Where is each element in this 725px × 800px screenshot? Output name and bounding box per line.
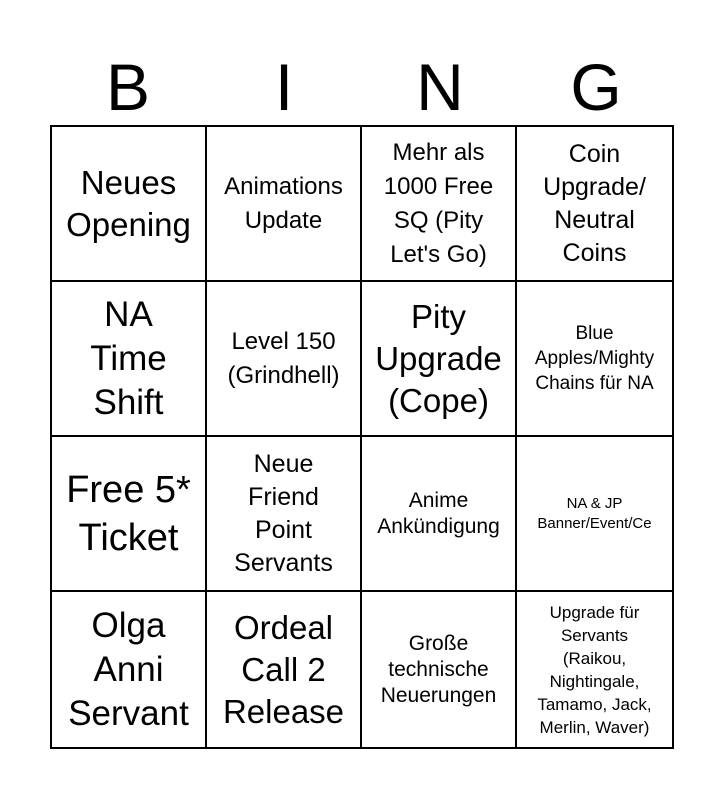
cell-text: Animations Update (224, 172, 343, 234)
cell-text: Große technische Neuerungen (380, 631, 497, 707)
header-letter-g: G (570, 50, 622, 124)
header-letter-i: I (274, 50, 294, 124)
bingo-cell[interactable] (207, 127, 362, 282)
bingo-cell[interactable] (517, 127, 672, 282)
bingo-cell[interactable] (362, 127, 517, 282)
cell-text: Anime Ankündigung (377, 488, 500, 538)
bingo-cell[interactable] (362, 437, 517, 592)
cell-text: Olga Anni Servant (68, 605, 189, 733)
bingo-cell[interactable] (207, 437, 362, 592)
cell-text: Ordeal Call 2 Release (222, 608, 345, 730)
bingo-cell[interactable] (52, 437, 207, 592)
cell-text: Upgrade für Servants (Raikou, Nightingale, Tamamo, Jack, Merlin, Waver) (537, 602, 652, 737)
bingo-cell[interactable] (52, 592, 207, 747)
bingo-cell[interactable] (362, 592, 517, 747)
bingo-cell[interactable] (517, 437, 672, 592)
bingo-grid (50, 125, 674, 749)
bingo-cell[interactable] (362, 282, 517, 437)
header-letter-b: B (105, 50, 151, 124)
cell-text: NA & JP Banner/Event/Ce (537, 494, 652, 532)
cell-text: Free 5* Ticket (66, 468, 191, 559)
bingo-header (50, 52, 674, 122)
cell-text: Neue Friend Point Servants (234, 449, 333, 577)
bingo-cell[interactable] (52, 282, 207, 437)
cell-text: Neues Opening (66, 163, 191, 243)
bingo-cell[interactable] (517, 282, 672, 437)
cell-text: Level 150 (Grindhell) (227, 327, 340, 389)
cell-text: Pity Upgrade (Cope) (375, 297, 502, 419)
cell-text: Blue Apples/Mighty Chains für NA (534, 323, 655, 394)
cell-text: NA Time Shift (90, 294, 167, 422)
cell-text: Coin Upgrade/ Neutral Coins (543, 139, 646, 267)
bingo-cell[interactable] (517, 592, 672, 747)
cell-text: Mehr als 1000 Free SQ (Pity Let's Go) (383, 138, 494, 268)
header-letter-n: N (416, 50, 464, 124)
bingo-cell[interactable] (207, 592, 362, 747)
bingo-cell[interactable] (207, 282, 362, 437)
bingo-cell[interactable] (52, 127, 207, 282)
